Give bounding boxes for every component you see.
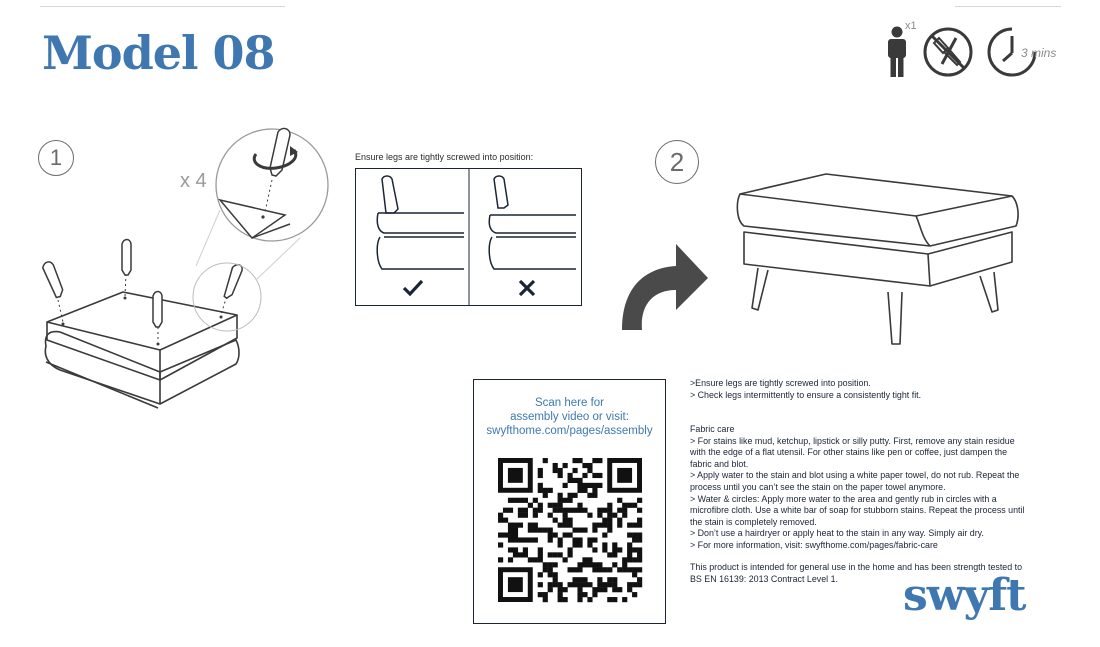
leg-detail-zoom (190, 120, 340, 340)
qr-line-1: Scan here for (534, 397, 605, 409)
fabric-care-item-5: > For more information, visit: swyfthome.com/pages/fabric-care (690, 539, 938, 550)
top-rule-right (955, 6, 1061, 7)
assembled-ottoman-illustration (730, 168, 1030, 350)
step-1-number: 1 (38, 140, 74, 176)
compare-caption: Ensure legs are tightly screwed into position: (355, 152, 534, 162)
instructions-block (690, 378, 1030, 401)
time-label: 3 mins (1021, 46, 1057, 60)
fabric-care-item-3: > Water & circles: Apply more water to the area and gently rub in circles with a microfibre cloth. Use a white bar of soap for stubborn stains. Repeat the process until the stain is completely removed. (690, 493, 1025, 527)
step-2-number: 2 (655, 140, 699, 184)
persons-multiplier: x1 (905, 20, 917, 32)
incorrect-leg-illustration (486, 175, 581, 275)
fabric-care-item-1: > For stains like mud, ketchup, lipstick or silly putty. First, remove any stain residue with the edge of a flat utensil. For other stains like pen or coffee, just dampen the fabric and blot. (690, 435, 1015, 469)
person-icon (884, 26, 910, 78)
correct-leg-illustration (374, 175, 469, 275)
fabric-care-item-4: > Don’t use a hairdryer or apply heat to the stain in any way. Simply air dry. (690, 528, 984, 539)
leg-compare-panel (355, 168, 582, 306)
turn-over-arrow-icon (618, 240, 710, 332)
assembly-qr-card[interactable] (473, 379, 666, 624)
check-icon (402, 279, 424, 297)
disclaimer-text: This product is intended for general use in the home and has been strength tested to BS EN 16139: 2013 Contract Level 1. (690, 562, 1023, 584)
instruction-line-1: >Ensure legs are tightly screwed into position. (690, 378, 871, 388)
top-rule-left (40, 6, 285, 7)
leg-quantity: x 4 (180, 170, 207, 192)
no-tools-icon (922, 26, 974, 78)
cross-icon (518, 279, 536, 297)
fabric-care-block (690, 424, 1030, 552)
fabric-care-item-2: > Apply water to the stain and blot using a white paper towel, do not rub. Repeat the process until you can’t see the stain on the paper towel anymore. (690, 470, 1020, 492)
qr-code-icon[interactable] (498, 458, 642, 602)
instruction-line-2: > Check legs intermittently to ensure a consistently tight fit. (690, 389, 922, 400)
page-title: Model 08 (42, 26, 275, 80)
brand-logo: swyft (903, 570, 1026, 621)
qr-line-2: assembly video or visit: (510, 411, 629, 423)
qr-url[interactable]: swyfthome.com/pages/assembly (486, 425, 653, 437)
fabric-care-heading: Fabric care (690, 424, 735, 434)
